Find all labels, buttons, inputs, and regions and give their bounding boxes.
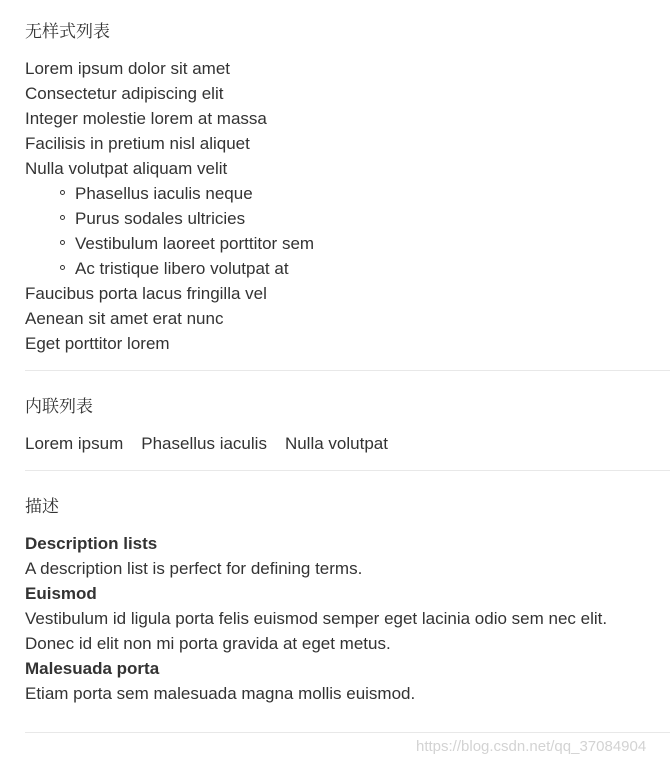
- nested-list-item: [75, 206, 670, 231]
- description-list: [25, 531, 670, 706]
- description-definition: Donec id elit non mi porta gravida at eget metus.: [25, 634, 391, 653]
- description-list-section: [25, 471, 670, 706]
- inline-list-title: 内联列表: [25, 397, 93, 417]
- inline-list: [25, 431, 670, 456]
- nested-list-item-label: Phasellus iaculis neque: [75, 184, 253, 203]
- nested-list-item-label: Ac tristique libero volutpat at: [75, 259, 289, 278]
- watermark-text: https://blog.csdn.net/qq_37084904: [416, 738, 647, 755]
- description-definition: Vestibulum id ligula porta felis euismod semper eget lacinia odio sem nec elit.: [25, 609, 608, 628]
- unstyled-list: [25, 56, 670, 356]
- inline-list-item: Nulla volutpat: [284, 434, 388, 453]
- nested-list-item: [75, 231, 670, 256]
- page-content: [25, 20, 670, 733]
- circle-bullet-icon: [60, 190, 65, 195]
- list-item: Lorem ipsum dolor sit amet: [25, 59, 231, 78]
- section-divider: [25, 732, 670, 733]
- nested-list-item-label: Purus sodales ultricies: [75, 209, 246, 228]
- description-list-title: 描述: [25, 497, 59, 517]
- nested-list: [25, 181, 670, 281]
- inline-list-item: Lorem ipsum: [25, 434, 124, 453]
- list-item: Integer molestie lorem at massa: [25, 109, 267, 128]
- list-item-label: Nulla volutpat aliquam velit: [25, 159, 228, 178]
- unstyled-list-section: [25, 20, 670, 356]
- list-item: Aenean sit amet erat nunc: [25, 309, 224, 328]
- list-item: Eget porttitor lorem: [25, 334, 170, 353]
- nested-list-item-label: Vestibulum laoreet porttitor sem: [75, 234, 315, 253]
- description-definition: Etiam porta sem malesuada magna mollis euismod.: [25, 684, 416, 703]
- unstyled-list-title: 无样式列表: [25, 22, 110, 42]
- circle-bullet-icon: [60, 215, 65, 220]
- nested-list-item: [75, 256, 670, 281]
- description-term: Euismod: [25, 584, 97, 603]
- list-item: [25, 156, 670, 281]
- list-item: Facilisis in pretium nisl aliquet: [25, 134, 250, 153]
- circle-bullet-icon: [60, 265, 65, 270]
- inline-list-section: [25, 371, 670, 456]
- circle-bullet-icon: [60, 240, 65, 245]
- inline-list-item: Phasellus iaculis: [141, 434, 267, 453]
- description-definition: A description list is perfect for defining terms.: [25, 559, 363, 578]
- list-item: Consectetur adipiscing elit: [25, 84, 224, 103]
- description-term: Malesuada porta: [25, 659, 160, 678]
- nested-list-item: [75, 181, 670, 206]
- list-item: Faucibus porta lacus fringilla vel: [25, 284, 267, 303]
- description-term: Description lists: [25, 534, 158, 553]
